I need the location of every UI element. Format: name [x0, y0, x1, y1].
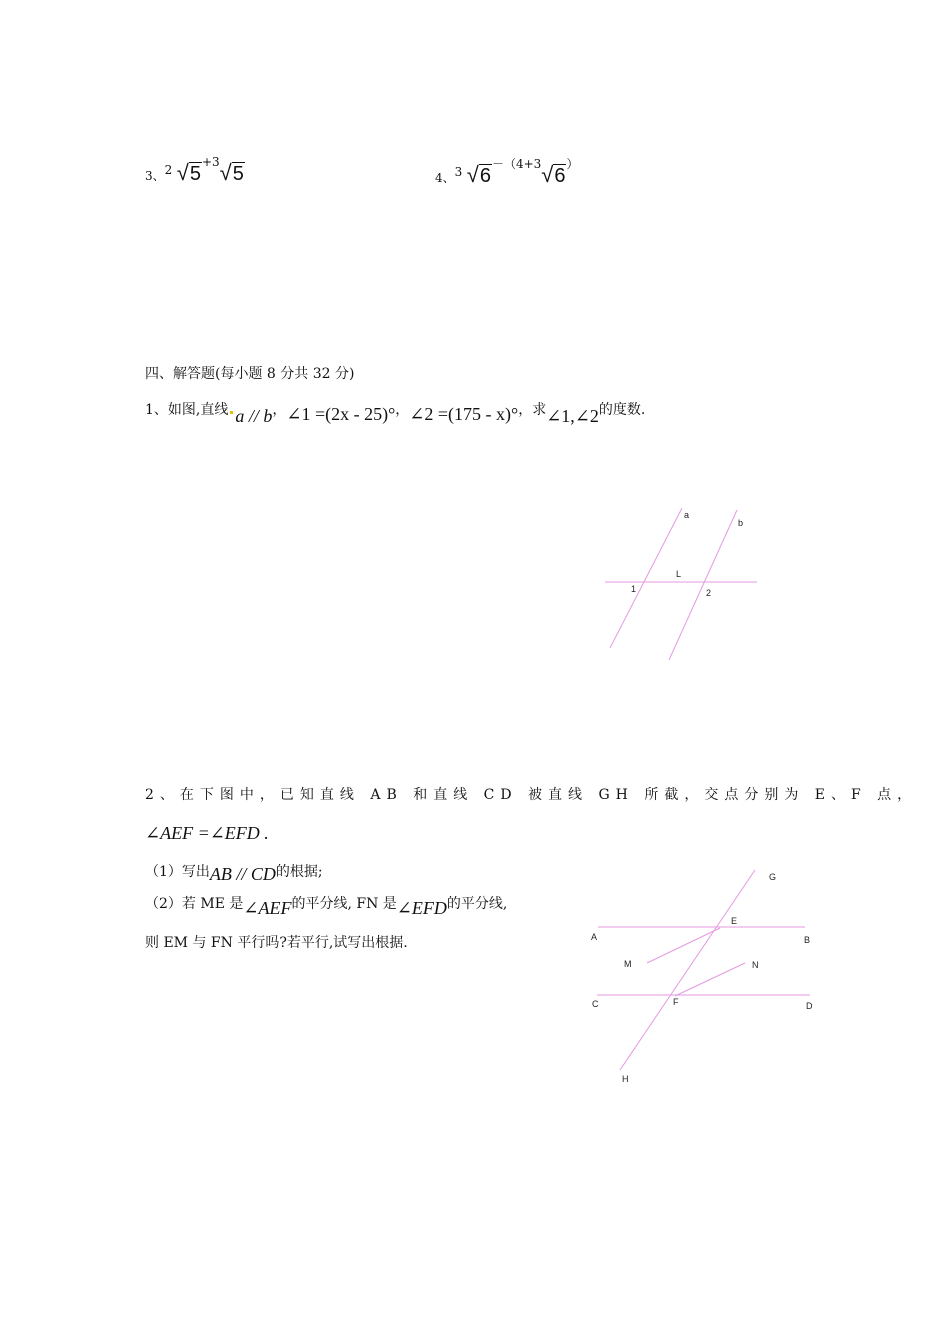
q1-sep2: ， — [395, 402, 410, 418]
q1-sep1: ， — [272, 402, 287, 418]
q2-part2-math1: ∠AEF — [243, 898, 292, 918]
q1-prefix: 1、如图,直线 — [145, 402, 229, 418]
item-3-number: 3、 — [145, 169, 165, 183]
figure-2-transversal — [585, 865, 820, 1090]
question-2-part1 — [145, 860, 323, 884]
line-a — [610, 508, 682, 648]
sqrt6-radical-1: √6 — [466, 162, 491, 187]
fig2-label-D: D — [806, 1001, 813, 1011]
question-2-part2 — [145, 892, 508, 918]
minus-open: －（4+3 — [491, 157, 542, 171]
item-4-number: 4、 — [435, 171, 455, 185]
fig1-label-2: 2 — [706, 588, 712, 598]
question-2-part2-line2: 则 EM 与 FN 平行吗?若平行,试写出根据. — [145, 935, 408, 951]
q1-suffix: 的度数. — [598, 402, 646, 418]
fig2-label-N: N — [752, 960, 759, 970]
q1-parallel: a // b — [235, 406, 273, 426]
fig2-label-M: M — [624, 959, 632, 969]
line-b — [669, 510, 737, 660]
q1-angle1: ∠1 =(2x - 25)° — [286, 404, 396, 424]
fig1-label-L: L — [676, 569, 682, 579]
radicand-5-first: 5 — [189, 163, 201, 185]
sqrt5-radical-1: √5 — [176, 160, 201, 185]
question-2-condition: ∠AEF =∠EFD . — [145, 823, 269, 843]
question-1 — [145, 398, 646, 426]
close-paren: ） — [566, 157, 579, 171]
dot-marker-icon — [230, 411, 233, 414]
q2-part2-mid: 的平分线, FN 是 — [291, 896, 397, 912]
radicand-5-second: 5 — [232, 163, 244, 185]
fig2-label-B: B — [804, 935, 811, 945]
q2-part1-suffix: 的根据; — [275, 864, 323, 880]
fig2-label-F: F — [673, 997, 679, 1007]
q2-part2-suffix: 的平分线, — [446, 896, 508, 912]
fig2-label-G: G — [769, 872, 777, 882]
line-EM — [647, 928, 720, 963]
q2-part1-math: AB // CD — [209, 864, 276, 884]
q1-angle2: ∠2 =(175 - x)° — [409, 404, 519, 424]
section-4-heading: 四、解答题(每小题 8 分共 32 分) — [145, 366, 355, 382]
line-FN — [675, 963, 745, 996]
item-4-coef: 3 — [454, 165, 463, 179]
fig2-label-C: C — [592, 999, 599, 1009]
q1-find: ∠1,∠2 — [546, 406, 599, 426]
plus-three: +3 — [201, 155, 220, 169]
question-2-line1: 2、在下图中，已知直线 AB 和直线 CD 被直线 GH 所截，交点分别为 E、F 点， — [145, 787, 918, 803]
fig1-label-a: a — [684, 510, 690, 520]
item-3-coef: 2 — [164, 163, 173, 177]
line-GH — [620, 870, 755, 1070]
sqrt5-radical-2: √5 — [219, 160, 244, 185]
q2-part2-prefix: （2）若 ME 是 — [145, 896, 244, 912]
fig1-label-b: b — [738, 518, 744, 528]
q1-sep3: ，求 — [518, 402, 547, 418]
fig2-label-A: A — [591, 932, 598, 942]
figure-1-parallel-lines — [600, 500, 765, 660]
fig1-label-1: 1 — [631, 584, 637, 594]
sqrt6-radical-2: √6 — [541, 162, 566, 187]
item-3-expression — [145, 155, 245, 186]
fig2-label-H: H — [622, 1074, 629, 1084]
q2-part1-prefix: （1）写出 — [145, 864, 210, 880]
figure-2-svg — [585, 865, 820, 1090]
q2-part2-math2: ∠EFD — [396, 898, 447, 918]
fig2-label-E: E — [731, 916, 738, 926]
item-4-expression — [435, 155, 578, 188]
radicand-6-second: 6 — [554, 165, 566, 187]
radicand-6-first: 6 — [479, 165, 491, 187]
